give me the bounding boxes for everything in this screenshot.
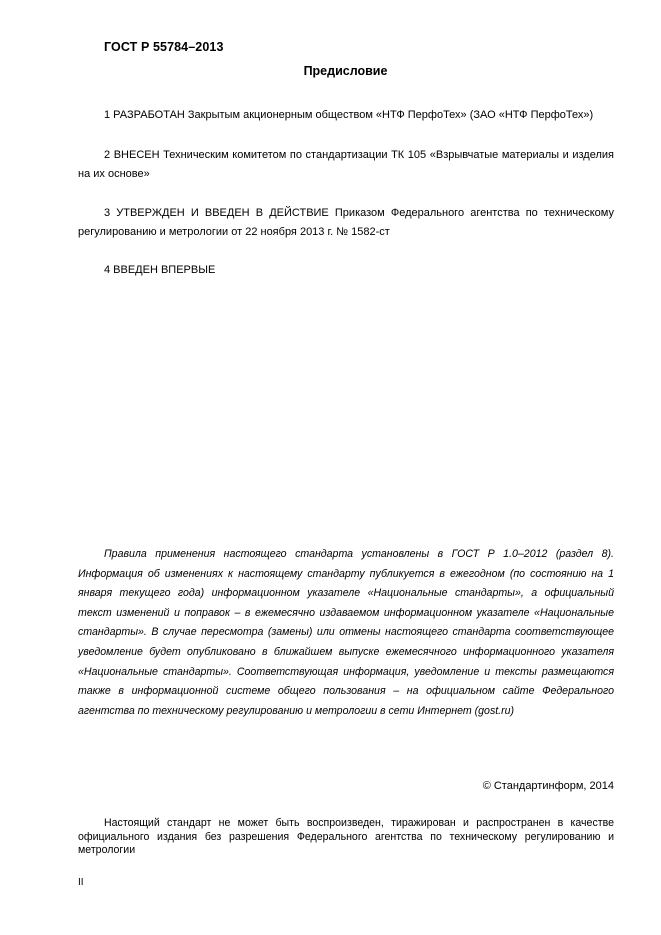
page-title: Предисловие bbox=[303, 64, 388, 78]
document-code: ГОСТ Р 55784–2013 bbox=[104, 40, 224, 54]
page-number: II bbox=[78, 877, 84, 888]
application-rules-paragraph: Правила применения настоящего стандарта установлены в ГОСТ Р 1.0–2012 (раздел 8). Информация об изменениях к настоящему стандарту публикуется в ежегодном (по состоянию на 1 января текущего года) информационном указателе «Национальные стандарты», а официальный текст изменений и поправок – в ежемесячно издаваемом информационном указателе «Национальные стандарты». В случае пересмотра (замены) или отмены настоящего стандарта соответствующее уведомление будет опубликовано в ближайшем выпуске ежемесячного информационного указателя «Национальные стандарты». Соответствующая информация, уведомление и тексты размещаются также в информационной системе общего пользования – на официальном сайте Федерального агентства по техническому регулированию и метрологии в сети Интернет (gost.ru) bbox=[78, 548, 614, 717]
preface-item-2: 2 ВНЕСЕН Техническим комитетом по стандартизации ТК 105 «Взрывчатые материалы и изделия на их основе» bbox=[78, 149, 614, 180]
reproduction-notice: Настоящий стандарт не может быть воспроизведен, тиражирован и распространен в качестве официального издания без разрешения Федерального агентства по техническому регулированию и метрологии bbox=[78, 817, 614, 856]
preface-item-3: 3 УТВЕРЖДЕН И ВВЕДЕН В ДЕЙСТВИЕ Приказом Федерального агентства по техническому регулированию и метрологии от 22 ноября 2013 г. № 1582-ст bbox=[78, 207, 614, 238]
preface-item-4: 4 ВВЕДЕН ВПЕРВЫЕ bbox=[104, 264, 216, 276]
copyright-line: © Стандартинформ, 2014 bbox=[482, 780, 614, 792]
preface-item-1: 1 РАЗРАБОТАН Закрытым акционерным обществом «НТФ ПерфоТех» (ЗАО «НТФ ПерфоТех») bbox=[104, 109, 594, 121]
